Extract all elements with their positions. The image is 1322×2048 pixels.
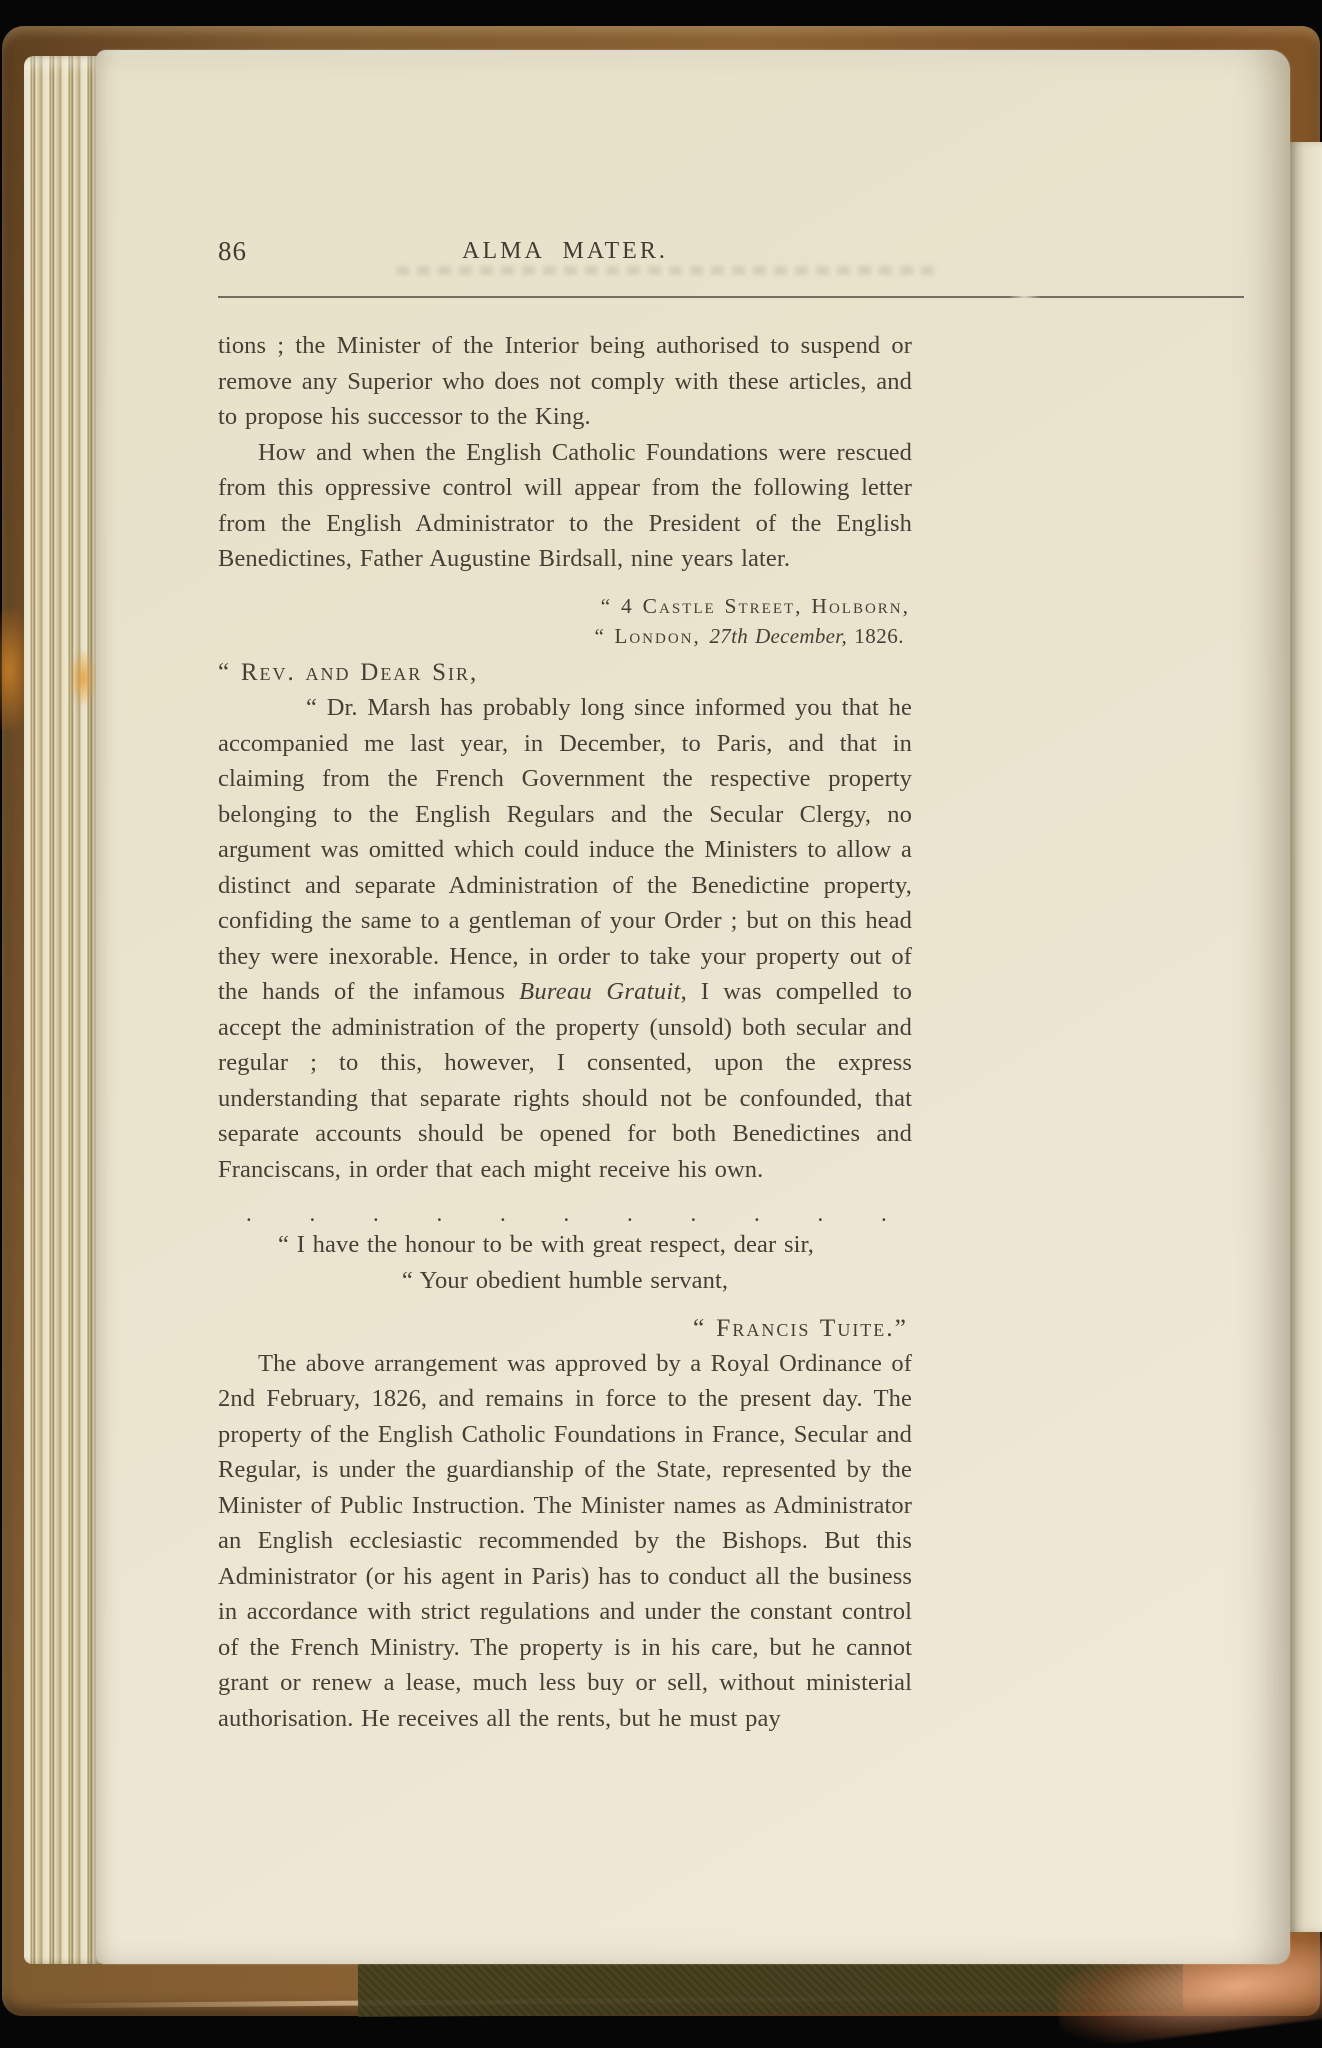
letter-body — [218, 690, 912, 1187]
letter-dateline-city: “ London, — [594, 623, 710, 648]
letter-address-line: “ 4 Castle Street, Holborn, — [600, 593, 910, 618]
omission-dots-row: . . . . . . . . . . . — [246, 1201, 888, 1226]
book-page — [96, 50, 1290, 1964]
letter-dateline — [218, 621, 910, 651]
letter-closing-servant: “ Your obedient humble servant, — [401, 1266, 729, 1294]
letter-signature: “ Francis Tuite.” — [692, 1313, 908, 1342]
paragraph-conclusion: The above arrangement was approved by a Royal Ordinance of 2nd February, 1826, and remains in force to the present day. The property of the English Catholic Foundations in France, Secular and Regular, is under the guardianship of the State, represented by the Minister of Public Instruction. The Minister names as Administrator an English ecclesiastic recommended by the Bishops. But this Administrator (or his agent in Paris) has to conduct all the business in accordance with strict regulations and under the constant control of the French Ministry. The property is in his care, but he cannot grant or renew a lease, much less buy or sell, without ministerial authorisation. He receives all the rents, but he must pay — [218, 1349, 912, 1732]
page-stack-smudge — [70, 650, 96, 706]
letter-body-text-before: “ Dr. Marsh has probably long since informed you that he accompanied me last year, in December, to Paris, and that in claiming from the French Government the respective property belonging to the English Regulars and the Secular Clergy, no argument was omitted which could induce the Ministers to allow a distinct and separate Administration of the Benedictine property, confiding the same to a gentleman of your Order ; but on this head they were inexorable. Hence, in order to take your property out of the hands of the infamous — [218, 694, 912, 1005]
ink-showthrough — [396, 266, 936, 275]
paragraph-introduction: How and when the English Catholic Foundations were rescued from this oppressive control will appear from the following letter from the English Administrator to the President of the English Benedictines, Father Augustine Birdsall, nine years later. — [218, 438, 912, 572]
paragraph-continuation: tions ; the Minister of the Interior being authorised to suspend or remove any Superior who does not comply with these articles, and to propose his successor to the King. — [218, 332, 912, 430]
letter-body-text-after: , I was compelled to accept the administration of the property (unsold) both secular and regular ; to this, however, I consented, upon the express understanding that separate rights should not be confounded, that separate accounts should be opened for both Benedictines and Franciscans, in order that each might receive his own. — [218, 978, 912, 1183]
letter-closing-respect: “ I have the honour to be with great respect, dear sir, — [278, 1231, 814, 1258]
page-number: 86 — [218, 236, 247, 266]
page-edge-stack — [24, 56, 100, 1964]
letter-dateline-date: 27th December, — [709, 623, 847, 648]
letter-address-block — [218, 591, 912, 651]
text-column — [218, 328, 912, 1736]
letter-salutation: “ Rev. and Dear Sir, — [218, 658, 479, 686]
running-header-title: ALMA MATER. — [462, 238, 668, 264]
header-rule — [218, 296, 1244, 298]
gutter-next-page — [1288, 142, 1322, 1932]
letter-dateline-year: 1826. — [847, 623, 904, 648]
letter-body-italic-phrase: Bureau Gratuit — [519, 978, 681, 1005]
